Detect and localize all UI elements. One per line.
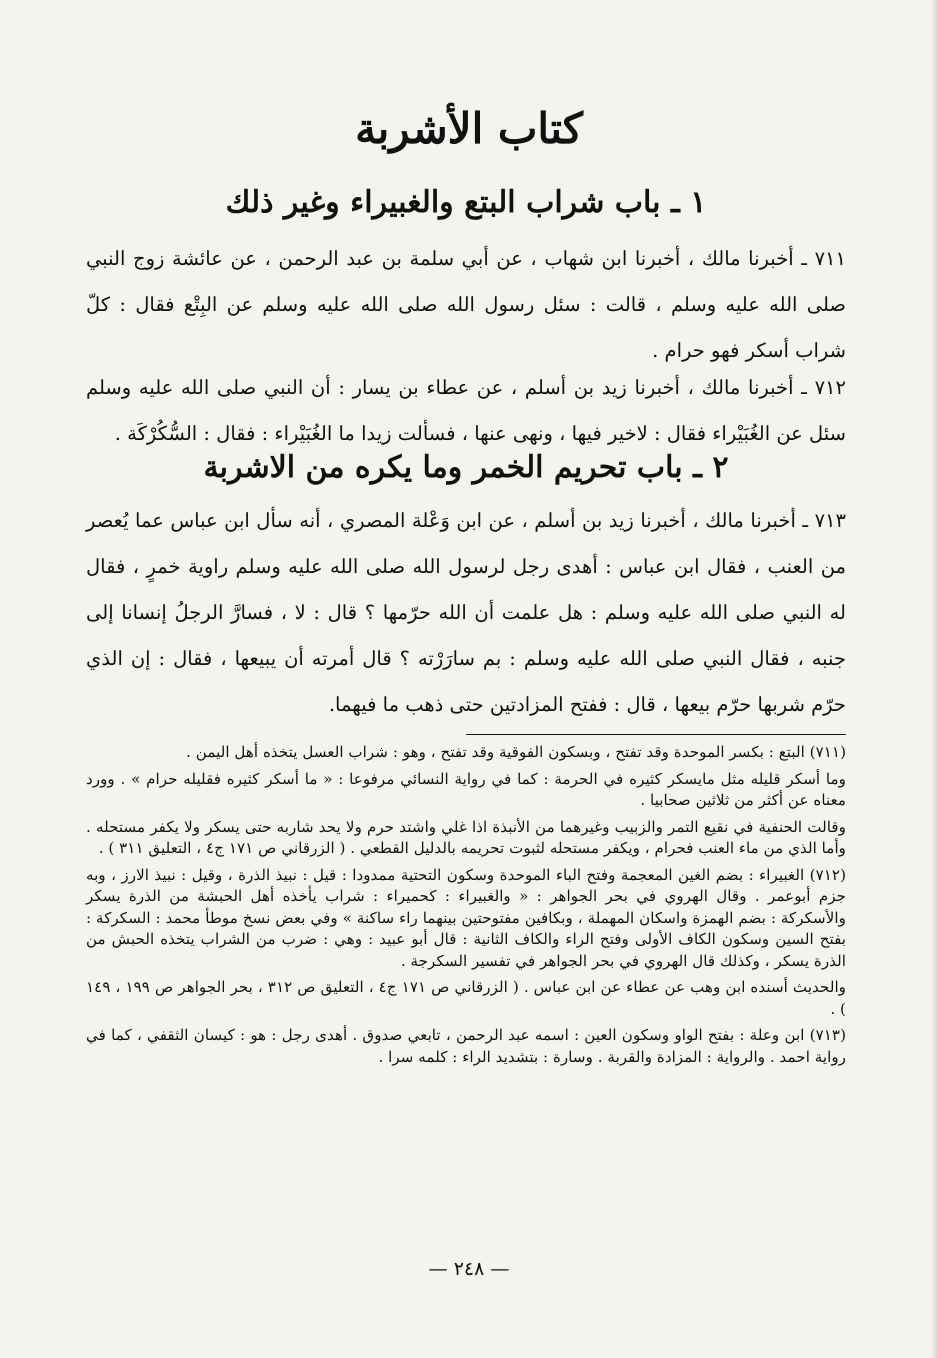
footnote-711-hanafiyya: وقالت الحنفية في نقيع التمر والزبيب وغيرهما من الأنبذة اذا غلي واشتد حرم ولا يحد شاربه حتى يسكر ولا يكفر مستحله . وأما الذي من ماء العنب فحرام ، ويكفر مستحله لثبوت تحريمه بالدليل القطعي . ( الزرقاني ص ١٧١ ج٤ ، التعليق ٣١١ ) .: [86, 817, 846, 857]
footnote-713: (٧١٣) ابن وعلة : بفتح الواو وسكون العين : اسمه عبد الرحمن ، تابعي صدوق . أهدى رجل : هو : كيسان الثقفي ، كما في رواية احمد . والرواية : المزادة والقربة . وسارة : بتشديد الراء : كلمه سرا .: [86, 1026, 846, 1066]
page-number: — ٢٤٨ —: [428, 1258, 510, 1280]
footnote-separator: [466, 734, 846, 735]
footnotes: [86, 742, 846, 1073]
chapter-heading-2: ٢ ـ باب تحريم الخمر وما يكره من الاشربة: [203, 450, 729, 485]
hadith-713: ٧١٣ ـ أخبرنا مالك ، أخبرنا زيد بن أسلم ، عن ابن وَعْلة المصري ، أنه سأل ابن عباس عما يُعصر من العنب ، فقال ابن عباس : أهدى رجل لرسول الله صلى الله عليه وسلم راوية خمرٍ ، فقال له النبي صلى الله عليه وسلم : هل علمت أن الله حرّمها ؟ قال : لا ، فسارَّ الرجلُ إنسانا إلى جنبه ، فقال النبي صلى الله عليه وسلم : بم سارَرْته ؟ قال أمرته أن يبيعها ، فقال : إن الذي حرّم شربها حرّم بيعها ، قال : ففتح المزادتين حتى ذهب ما فيهما.: [86, 509, 846, 716]
chapter-heading-1: ١ ـ باب شراب البتع والغبيراء وغير ذلك: [225, 185, 707, 220]
hadith-711: ٧١١ ـ أخبرنا مالك ، أخبرنا ابن شهاب ، عن أبي سلمة بن عبد الرحمن ، عن عائشة زوج النبي صلى الله عليه وسلم ، قالت : سئل رسول الله صلى الله عليه وسلم عن البِتْع فقال : كلّ شراب أسكر فهو حرام .: [86, 247, 846, 362]
hadith-712: ٧١٢ ـ أخبرنا مالك ، أخبرنا زيد بن أسلم ، عن عطاء بن يسار : أن النبي صلى الله عليه وسلم سئل عن الغُبَيْراء فقال : لاخير فيها ، ونهى عنها ، فسألت زيدا ما الغُبَيْراء : فقال : السُّكُرْكَة .: [86, 376, 846, 445]
footnote-712: (٧١٢) الغبيراء : بضم الغين المعجمة وفتح الباء الموحدة وسكون التحتية ممدودا : قيل : نبيذ الذرة ، وقيل : نبيذ الارز ، وبه جزم أبوعمر . وقال الهروي في بحر الجواهر : « والغبيراء : كحميراء : شراب يأخذه أهل الحبشة من الذرة يسكر والأسكركة : بضم الهمزة واسكان المهملة ، وبكافين مفتوحتين بينهما راء ساكنة » وفي بعض نسخ موطأ محمد : السكركة : بفتح السين وسكون الكاف الأولى وفتح الراء والكاف الثانية : قال أبو عبيد : وهي : ضرب من الشراب يتخذه الحبش من الذرة يسكر ، وكذلك قال الهروي في بحر الجواهر في تفسير السكرجة .: [86, 865, 846, 970]
scan-edge: [930, 0, 938, 1358]
footnote-711-sakar: وما أسكر قليله مثل مايسكر كثيره في الحرمة : كما في رواية النسائي مرفوعا : « ما أسكر كثيره فقليله حرام » . وورد معناه عن أكثر من ثلاثين صحابيا .: [86, 769, 846, 809]
footnote-712-isnad: والحديث أسنده ابن وهب عن عطاء عن ابن عباس . ( الزرقاني ص ١٧١ ج٤ ، التعليق ص ٣١٢ ، بحر الجواهر ص ١٩٩ ، ١٤٩ ) .: [86, 978, 847, 1018]
footnote-711: (٧١١) البتع : بكسر الموحدة وقد تفتح ، وبسكون الفوقية وقد تفتح ، وهو : شراب العسل يتخذه أهل اليمن .: [186, 743, 846, 761]
book-title: كتاب الأشربة: [355, 104, 583, 153]
